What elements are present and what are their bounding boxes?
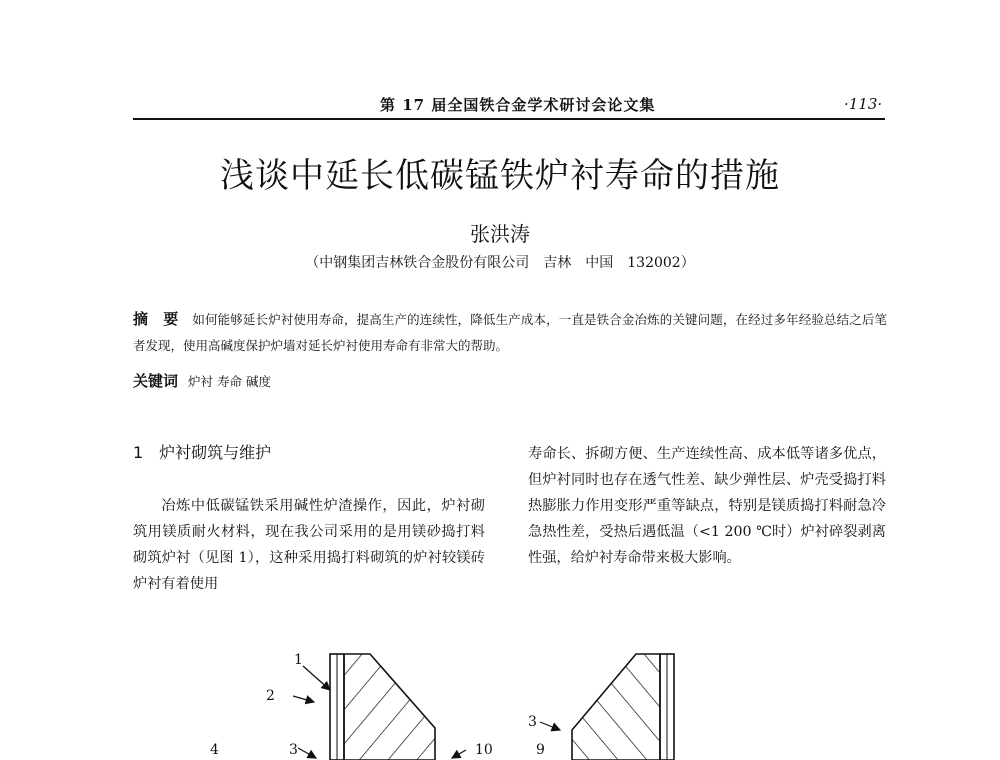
- figure-label-3-left: 3: [289, 742, 298, 758]
- running-header: 第 17 届全国铁合金学术研讨会论文集: [380, 96, 656, 114]
- body-paragraph: 冶炼中低碳锰铁采用碱性炉渣操作，因此，炉衬砌筑用镁质耐火材料，现在我公司采用的是用镁砂捣打料砌筑炉衬（见图 1），这种采用捣打料砌筑的炉衬较镁砖炉衬有着使用: [133, 498, 485, 592]
- abstract-text: 如何能够延长炉衬使用寿命，提高生产的连续性，降低生产成本，一直是铁合金冶炼的关键问题，在经过多年经验总结之后笔者发现，使用高碱度保护炉墙对延长炉衬使用寿命有非常大的帮助。: [133, 312, 887, 353]
- figure-label-1: 1: [294, 652, 303, 668]
- body-column-right: [528, 441, 886, 571]
- figure-label-4: 4: [210, 742, 219, 758]
- page-number: ·113·: [844, 95, 883, 113]
- figure-label-3-right: 3: [528, 714, 537, 730]
- left-wall-section: [330, 654, 435, 760]
- figure-furnace-lining: [0, 640, 1000, 760]
- author-affiliation: （中钢集团吉林铁合金股份有限公司 吉林 中国 132002）: [305, 255, 695, 271]
- figure-label-2: 2: [266, 688, 275, 704]
- keywords-label: 关键词: [133, 372, 179, 390]
- right-wall-section: [572, 654, 674, 760]
- keywords-text: 炉衬 寿命 碱度: [188, 374, 271, 389]
- figure-label-9: 9: [536, 742, 545, 758]
- figure-label-10: 10: [475, 742, 493, 758]
- body-column-left: [133, 493, 485, 597]
- section-heading: 1 炉衬砌筑与维护: [133, 443, 272, 462]
- header-rule: [133, 118, 885, 120]
- paper-title: 浅谈中延长低碳锰铁炉衬寿命的措施: [220, 156, 780, 196]
- keywords: [133, 370, 271, 391]
- body-paragraph-continued: 寿命长、拆砌方便、生产连续性高、成本低等诸多优点，但炉衬同时也存在透气性差、缺少弹性层、炉壳受捣打料热膨胀力作用变形严重等缺点，特别是镁质捣打料耐急冷急热性差，受热后遇低温（<1 200 ℃时）炉衬碎裂剥离性强，给炉衬寿命带来极大影响。: [528, 446, 886, 566]
- author-name: 张洪涛: [470, 222, 530, 246]
- abstract: [133, 306, 887, 359]
- abstract-label: 摘 要: [133, 310, 179, 328]
